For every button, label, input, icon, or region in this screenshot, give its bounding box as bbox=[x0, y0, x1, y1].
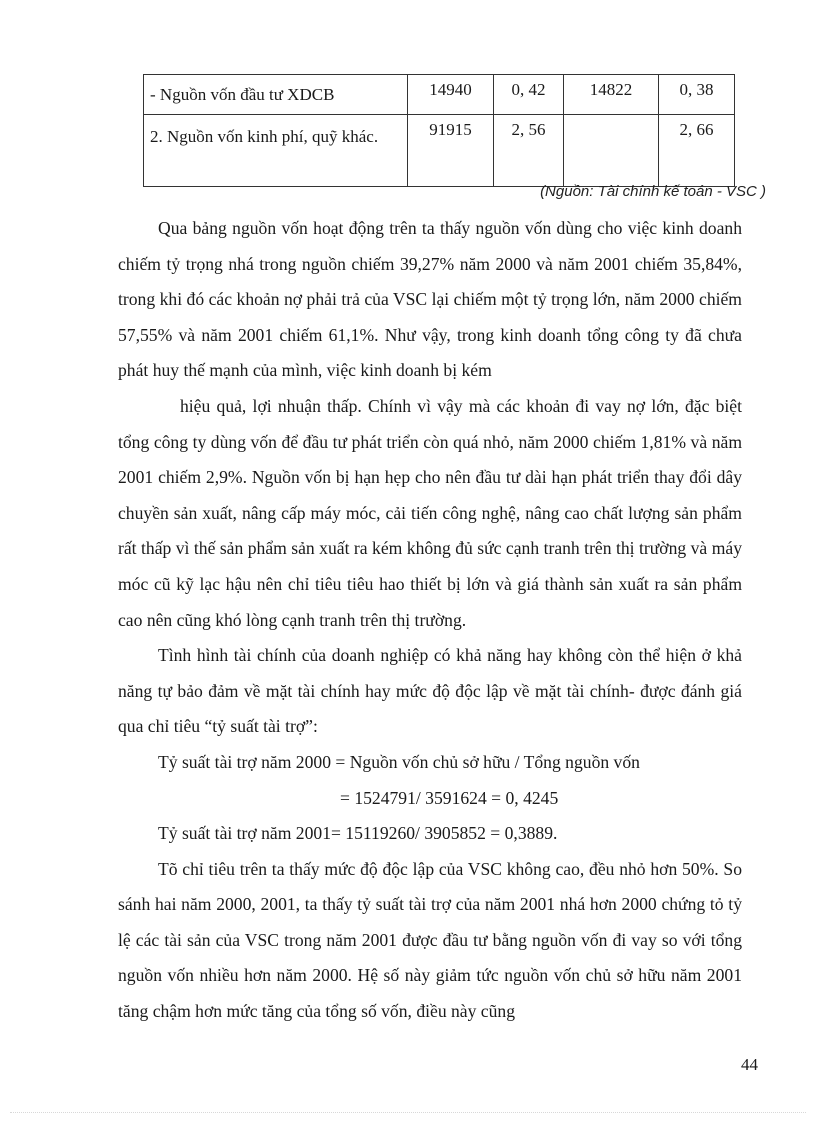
table-cell: 2, 66 bbox=[659, 115, 735, 187]
table-cell: 0, 38 bbox=[659, 75, 735, 115]
table-cell: 91915 bbox=[408, 115, 494, 187]
page-number: 44 bbox=[741, 1055, 758, 1074]
table-cell: 2, 56 bbox=[494, 115, 564, 187]
table-cell: 0, 42 bbox=[494, 75, 564, 115]
paragraph: hiệu quả, lợi nhuận thấp. Chính vì vậy mà các khoản đi vay nợ lớn, đặc biệt tổng công ty dùng vốn để đầu tư phát triển còn quá nhỏ, năm 2000 chiếm 1,81% và năm 2001 chiếm 2,9%. Nguồn vốn bị hạn hẹp cho nên đầu tư dài hạn phát triển thay đổi dây chuyền sản xuất, nâng cấp máy móc, cải tiến công nghệ, nâng cao chất lượng sản phẩm rất thấp vì thế sản phẩm sản xuất ra kém không đủ sức cạnh tranh trên thị trường và máy móc cũ kỹ lạc hậu nên chỉ tiêu tiêu hao thiết bị lớn và giá thành sản xuất ra sản phẩm cao nên cũng khó lòng cạnh tranh trên thị trường. bbox=[118, 395, 742, 630]
table-cell: 14940 bbox=[408, 75, 494, 115]
paragraph: Tình hình tài chính của doanh nghiệp có khả năng hay không còn thể hiện ở khả năng tự bảo đảm về mặt tài chính hay mức độ độc lập về mặt tài chính- được đánh giá qua chỉ tiêu “tỷ suất tài trợ”: bbox=[118, 645, 742, 737]
table-row bbox=[144, 115, 735, 187]
table-cell bbox=[564, 115, 659, 187]
formula-line: Tỷ suất tài trợ năm 2000 = Nguồn vốn chủ sở hữu / Tổng nguồn vốn bbox=[158, 751, 640, 772]
formula-line: = 1524791/ 3591624 = 0, 4245 bbox=[340, 787, 559, 808]
table-cell-label: - Nguồn vốn đầu tư XDCB bbox=[144, 75, 408, 115]
table-cell: 14822 bbox=[564, 75, 659, 115]
paragraph: Tõ chỉ tiêu trên ta thấy mức độ độc lập của VSC không cao, đều nhỏ hơn 50%. So sánh hai năm 2000, 2001, ta thấy tỷ suất tài trợ của năm 2001 nhá hơn 2000 chứng tỏ tỷ lệ các tài sản của VSC trong năm 2001 được đầu tư bằng nguồn vốn đi vay so với tổng nguồn vốn nhiều hơn năm 2000. Hệ số này giảm tức nguồn vốn chủ sở hữu năm 2001 tăng chậm hơn mức tăng của tổng số vốn, điều này cũng bbox=[118, 858, 742, 1022]
capital-source-table bbox=[143, 74, 735, 187]
table-row bbox=[144, 75, 735, 115]
table-source-note: (Nguồn: Tài chính kế toán - VSC ) bbox=[540, 183, 766, 200]
table-cell-label: 2. Nguồn vốn kinh phí, quỹ khác. bbox=[144, 115, 408, 187]
formula-line: Tỷ suất tài trợ năm 2001= 15119260/ 3905852 = 0,3889. bbox=[158, 823, 558, 844]
body-text bbox=[118, 211, 742, 1030]
paragraph: Qua bảng nguồn vốn hoạt động trên ta thấy nguồn vốn dùng cho việc kinh doanh chiếm tỷ trọng nhá trong nguồn chiếm 39,27% năm 2000 và năm 2001 chiếm 35,84%, trong khi đó các khoản nợ phải trả của VSC lại chiếm một tỷ trọng lớn, năm 2000 chiếm 57,55% và năm 2001 chiếm 61,1%. Như vậy, trong kinh doanh tổng công ty đã chưa phát huy thế mạnh của mình, việc kinh doanh bị kém bbox=[118, 218, 742, 381]
